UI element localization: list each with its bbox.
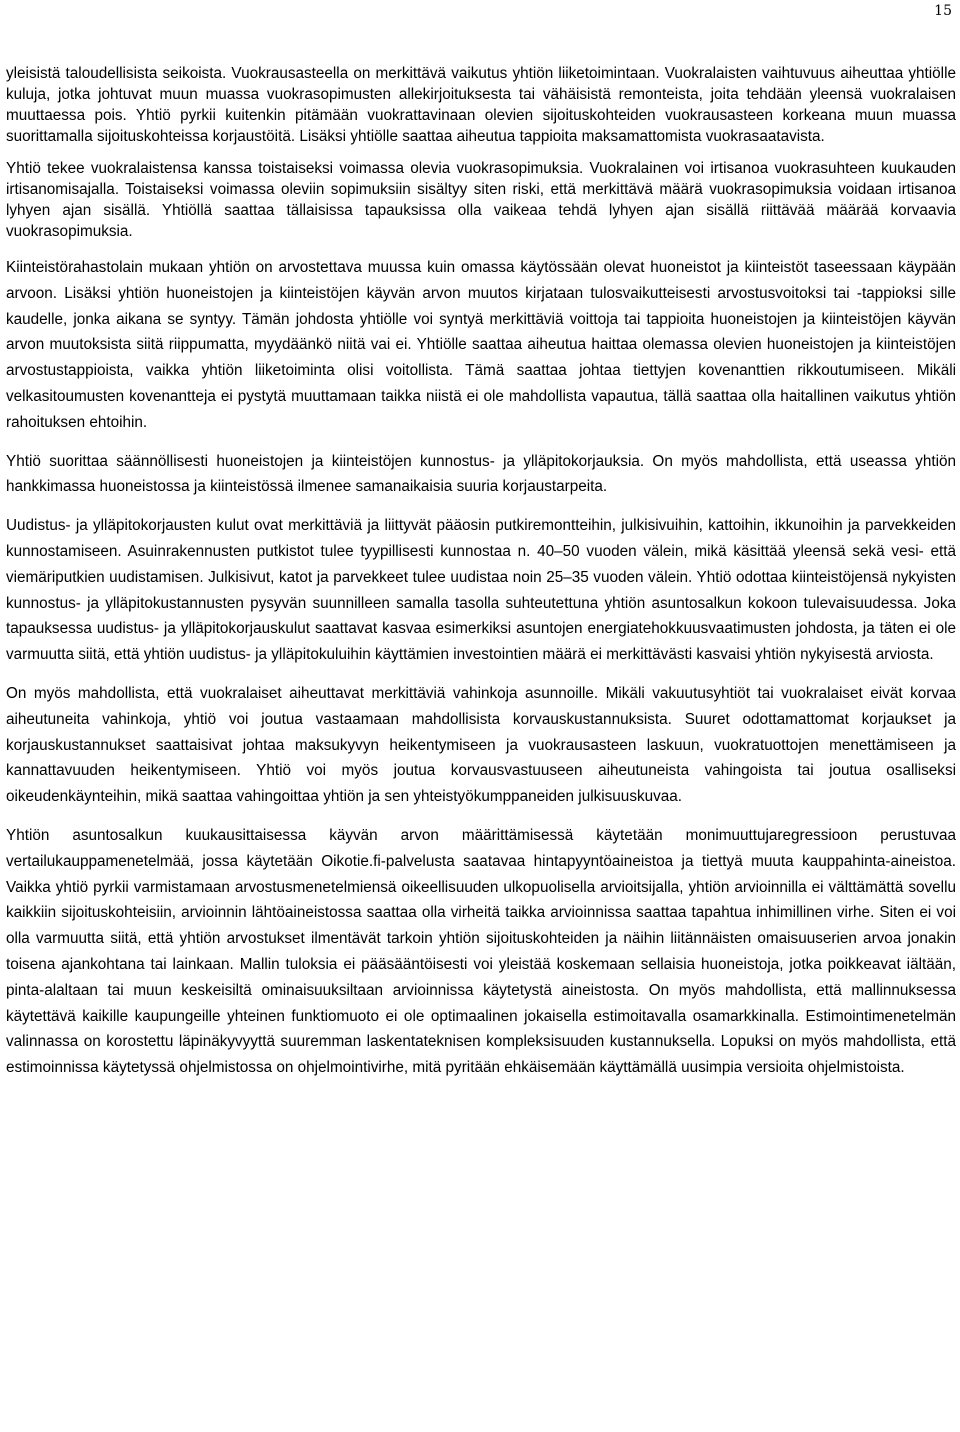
page-number: 15 [934,3,952,19]
paragraph-tenant-damages: On myös mahdollista, että vuokralaiset aiheuttavat merkittäviä vahinkoja asunnoille. Mikäli vakuutusyhtiöt tai vuokralaiset eivät korvaa aiheutuneita vahinkoja, yhtiö voi joutua vastaamaan mahdollisista korvauskustannuksista. Suuret odottamattomat korjaukset ja korjauskustannukset saattaisivat johtaa maksukyvyn heikentymiseen ja vuokrausasteen laskuun, vuokratuottojen menettämiseen ja kannattavuuden heikentymiseen. Yhtiö voi myös joutua korvausvastuuseen aiheutuneista vahingoista tai joutua osalliseksi oikeudenkäynteihin, mikä saattaa vahingoittaa yhtiön ja sen yhteistyökumppaneiden julkisuuskuvaa. [6,684,956,806]
paragraph-renovation-costs: Uudistus- ja ylläpitokorjausten kulut ovat merkittäviä ja liittyvät pääosin putkiremontteihin, julkisivuihin, kattoihin, ikkunoihin ja parvekkeiden kunnostamiseen. Asuinrakennusten putkistot tulee tyypillisesti kunnostaa n. 40–50 vuoden välein, mikä käsittää yleensä sekä vesi- että viemäriputkien uudistamisen. Julkisivut, katot ja parvekkeet tulee uudistaa noin 25–35 vuoden välein. Yhtiö odottaa kiinteistöjensä nykyisten kunnostus- ja ylläpitokustannusten pysyvän suunnilleen samalla tasolla suhteutettuna yhtiön asuntosalkun kokoon tulevaisuudessa. Joka tapauksessa uudistus- ja ylläpitokorjauskulut saattavat kasvaa esimerkiksi asuntojen energiatehokkuusvaatimusten johdosta, ja täten ei ole varmuutta siitä, että yhtiön uudistus- ja ylläpitokuluihin käyttämien investointien määrä ei merkittävästi kasvaisi yhtiön nykyisestä arviosta. [6,517,956,664]
paragraph-maintenance: Yhtiö suorittaa säännöllisesti huoneistojen ja kiinteistöjen kunnostus- ja ylläpitokorjauksia. On myös mahdollista, että useassa yhtiön hankkimassa huoneistossa ja kiinteistössä ilmenee samanaikaisia suuria korjaustarpeita. [6,452,956,496]
paragraph-lease-terms: Yhtiö tekee vuokralaistensa kanssa toistaiseksi voimassa olevia vuokrasopimuksia. Vuokralainen voi irtisanoa vuokrasuhteen kuukauden irtisanomisajalla. Toistaiseksi voimassa oleviin sopimuksiin sisältyy siten riski, että merkittävä määrä vuokrasopimuksia voidaan irtisanoa lyhyen ajan sisällä. Yhtiöllä saattaa tällaisissa tapauksissa olla vaikeaa tehdä lyhyen ajan sisällä riittävää määrää korvaavia vuokrasopimuksia. [6,160,956,240]
document-body [6,63,956,1081]
dense-section [6,63,956,242]
paragraph-vacancy-rate: yleisistä taloudellisista seikoista. Vuokrausasteella on merkittävä vaikutus yhtiön liiketoimintaan. Vuokralaisten vaihtuvuus aiheuttaa yhtiölle kuluja, jotka johtuvat muun muassa vuokrasopimusten allekirjoituksesta tai vähäisistä remonteista, joita tehdään yleensä vuokralaisen muuttaessa pois. Yhtiö pyrkii kuitenkin pitämään vuokrattavinaan olevien sijoituskohteiden vuokrausasteen korkeana muun muassa suorittamalla sijoituskohteissa korjaustöitä. Lisäksi yhtiölle saattaa aiheutua tappioita maksamattomista vuokrasaatavista. [6,65,956,145]
spaced-section [6,255,956,1081]
paragraph-valuation-method: Yhtiön asuntosalkun kuukausittaisessa käyvän arvon määrittämisessä käytetään monimuuttujaregressioon perustuvaa vertailukauppamenetelmää, jossa käytetään Oikotie.fi-palvelusta saatavaa hintapyyntöaineistoa ja tiettyä muuta kauppahinta-aineistoa. Vaikka yhtiö pyrkii varmistamaan arvostusmenetelmiensä oikeellisuuden ulkopuolisella arvioitsijalla, yhtiön arvioinnilla ei välttämättä sovellu kaikkiin sijoituskohteisiin, arvioinnin lähtöaineistossa saattaa olla virheitä taikka arvioinnissa saattaa tapahtua inhimillinen virhe. Siten ei voi olla varmuutta siitä, että yhtiön arvostukset ilmentävät tarkoin yhtiön sijoituskohteiden ja näihin liitännäisten omaisuuserien arvoa jonakin toisena ajankohtana tai lainkaan. Mallin tuloksia ei pääsääntöisesti voi yleistää koskemaan sellaisia huoneistoja, jotka poikkeavat iältään, pinta-alaltaan tai muun keskeisiltä ominaisuuksiltaan arvioinnissa käytetystä aineistosta. On myös mahdollista, että mallinnuksessa käytettävä kaikille kaupungeille yhteinen funktiomuoto ei ole optimaalinen jokaisella estimoitavalla osamarkkinalla. Estimointimenetelmän valinnassa on korostettu läpinäkyvyyttä suuremman laskentateknisen kompleksisuuden kustannuksella. Lopuksi on myös mahdollista, että estimoinnissa käytetyssä ohjelmistossa on ohjelmointivirhe, mitä pyritään ehkäisemään käyttämällä uusimpia versioita ohjelmistoista. [6,826,956,1077]
paragraph-fair-value: Kiinteistörahastolain mukaan yhtiön on arvostettava muussa kuin omassa käytössään olevat huoneistot ja kiinteistöt taseessaan käypään arvoon. Lisäksi yhtiön huoneistojen ja kiinteistöjen käyvän arvon muutos kirjataan tulosvaikutteisesti arvostusvoitoksi tai -tappioksi sille kaudelle, jonka aikana se syntyy. Tämän johdosta yhtiölle voi syntyä merkittäviä voittoja tai tappioita huoneistojen ja kiinteistöjen käyvän arvon muutoksista siitä riippumatta, myydäänkö niitä vai ei. Yhtiölle saattaa aiheutua haittaa olemassa olevien huoneistojen ja kiinteistöjen arvostustappioista, vaikka yhtiön liiketoiminta olisi voitollista. Tämä saattaa johtaa tiettyjen kovenanttien rikkoutumiseen. Mikäli velkasitoumusten kovenantteja ei pystytä muuttamaan taikka niistä ei ole mahdollista vapautua, tällä saattaa olla haitallinen vaikutus yhtiön rahoituksen ehtoihin. [6,259,956,431]
